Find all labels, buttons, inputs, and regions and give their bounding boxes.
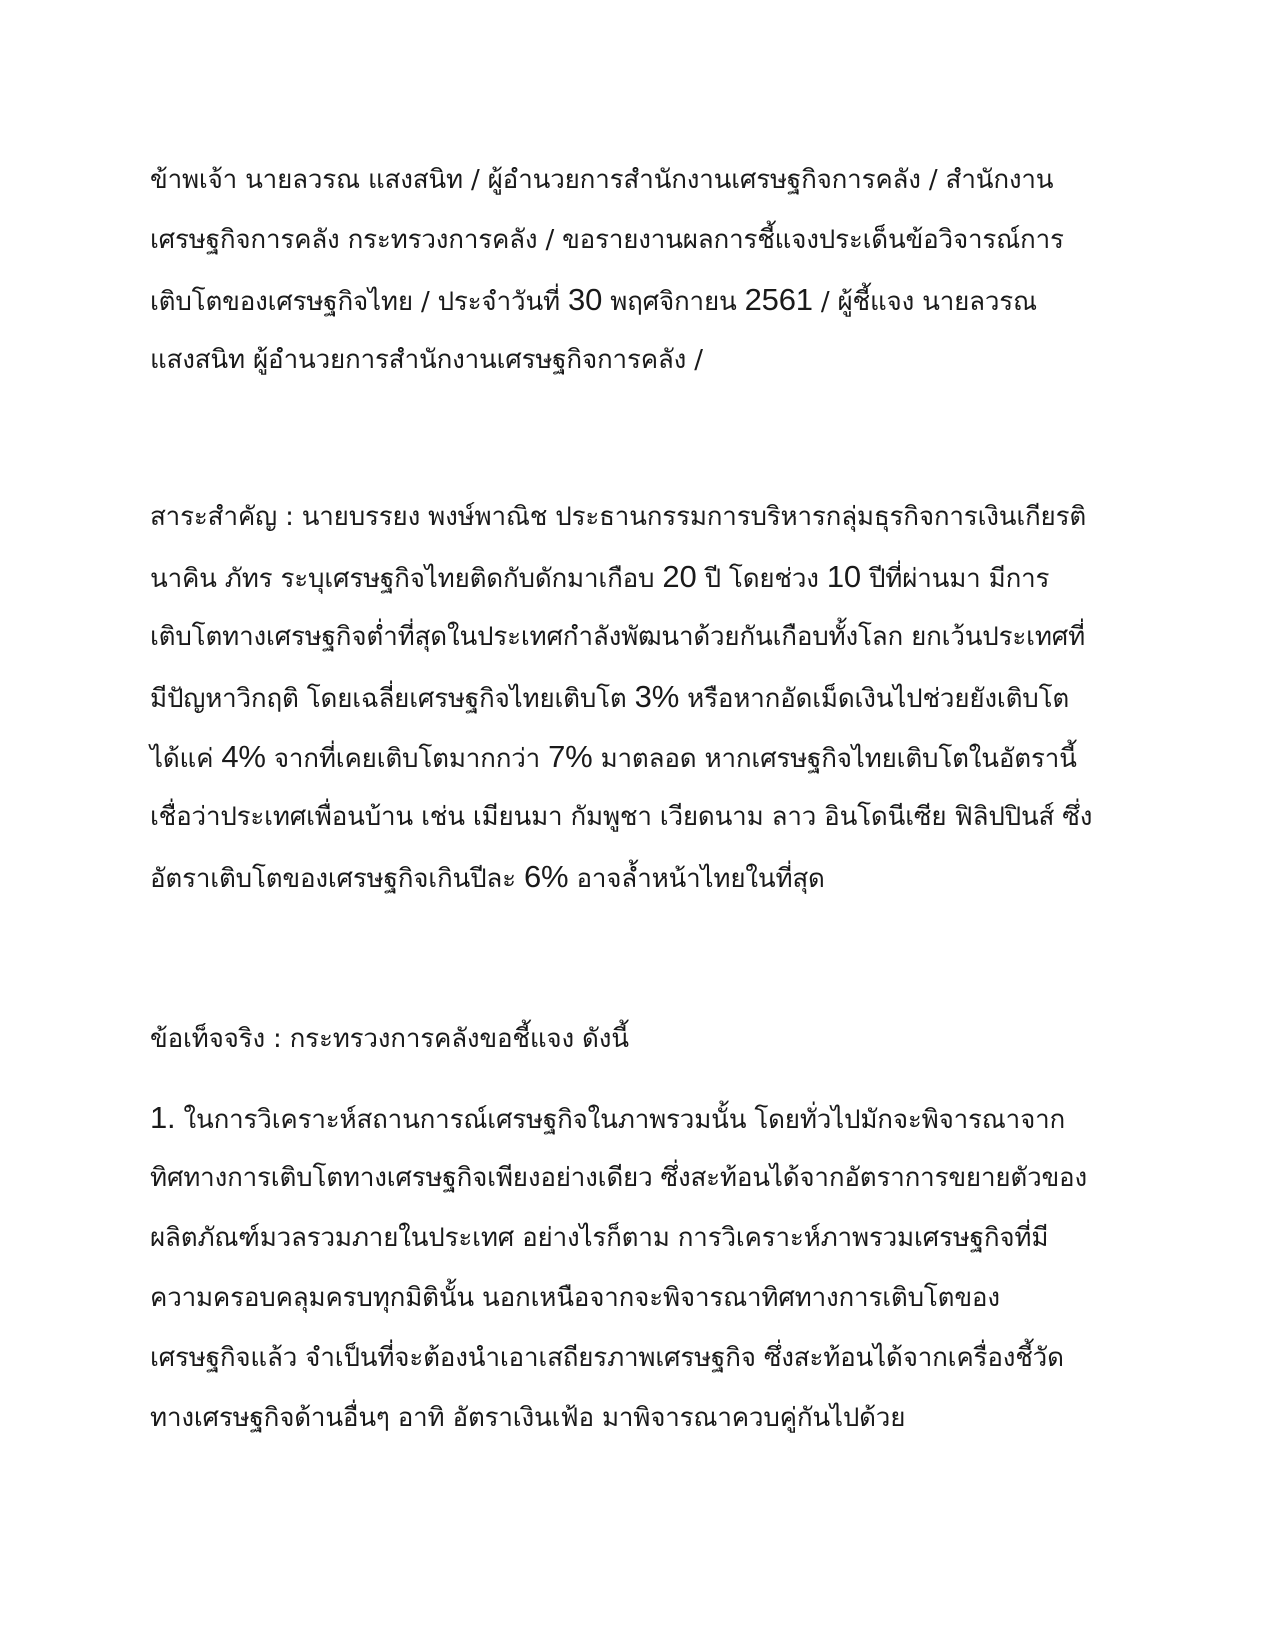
section-heading: ข้อเท็จจริง : กระทรวงการคลังขอชี้แจง ดังนี้	[150, 1024, 629, 1054]
point-1-paragraph	[150, 1088, 1140, 1448]
text-line: เศรษฐกิจแล้ว จำเป็นที่จะต้องนำเอาเสถียรภาพเศรษฐกิจ ซึ่งสะท้อนได้จากเครื่องชี้วัด	[150, 1343, 1064, 1373]
text-line: เติบโตของเศรษฐกิจไทย / ประจำวันที่ 30 พฤศจิกายน 2561 / ผู้ชี้แจง นายลวรณ	[150, 282, 1037, 317]
text-line: ทิศทางการเติบโตทางเศรษฐกิจเพียงอย่างเดียว ซึ่งสะท้อนได้จากอัตราการขยายตัวของ	[150, 1163, 1087, 1193]
text-line: ข้าพเจ้า นายลวรณ แสงสนิท / ผู้อำนวยการสำนักงานเศรษฐกิจการคลัง / สำนักงาน	[150, 165, 1054, 195]
text-line: มีปัญหาวิกฤติ โดยเฉลี่ยเศรษฐกิจไทยเติบโต 3% หรือหากอัดเม็ดเงินไปช่วยยังเติบโต	[150, 679, 1070, 714]
text-line: เชื่อว่าประเทศเพื่อนบ้าน เช่น เมียนมา กัมพูชา เวียดนาม ลาว อินโดนีเซีย ฟิลิปปินส์ ซึ่ง	[150, 802, 1093, 832]
text-line: ผลิตภัณฑ์มวลรวมภายในประเทศ อย่างไรก็ตาม การวิเคราะห์ภาพรวมเศรษฐกิจที่มี	[150, 1223, 1049, 1253]
text-line: แสงสนิท ผู้อำนวยการสำนักงานเศรษฐกิจการคลัง /	[150, 345, 703, 375]
text-line: ทางเศรษฐกิจด้านอื่นๆ อาทิ อัตราเงินเฟ้อ มาพิจารณาควบคู่กันไปด้วย	[150, 1403, 906, 1433]
text-line: เติบโตทางเศรษฐกิจต่ำที่สุดในประเทศกำลังพัฒนาด้วยกันเกือบทั้งโลก ยกเว้นประเทศที่	[150, 622, 1086, 652]
text-line: เศรษฐกิจการคลัง กระทรวงการคลัง / ขอรายงานผลการชี้แจงประเด็นข้อวิจารณ์การ	[150, 225, 1064, 255]
text-line: 1. ในการวิเคราะห์สถานการณ์เศรษฐกิจในภาพรวมนั้น โดยทั่วไปมักจะพิจารณาจาก	[150, 1100, 1066, 1135]
facts-heading	[150, 1009, 1140, 1069]
summary-paragraph	[150, 487, 1140, 907]
text-line: อัตราเติบโตของเศรษฐกิจเกินปีละ 6% อาจล้ำหน้าไทยในที่สุด	[150, 859, 825, 894]
text-line: ความครอบคลุมครบทุกมิตินั้น นอกเหนือจากจะพิจารณาทิศทางการเติบโตของ	[150, 1283, 1000, 1313]
text-line: นาคิน ภัทร ระบุเศรษฐกิจไทยติดกับดักมาเกือบ 20 ปี โดยช่วง 10 ปีที่ผ่านมา มีการ	[150, 559, 1050, 594]
text-line: สาระสำคัญ : นายบรรยง พงษ์พาณิช ประธานกรรมการบริหารกลุ่มธุรกิจการเงินเกียรติ	[150, 502, 1087, 532]
header-paragraph	[150, 150, 1140, 390]
text-line: ได้แค่ 4% จากที่เคยเติบโตมากกว่า 7% มาตลอด หากเศรษฐกิจไทยเติบโตในอัตรานี้	[150, 739, 1077, 774]
